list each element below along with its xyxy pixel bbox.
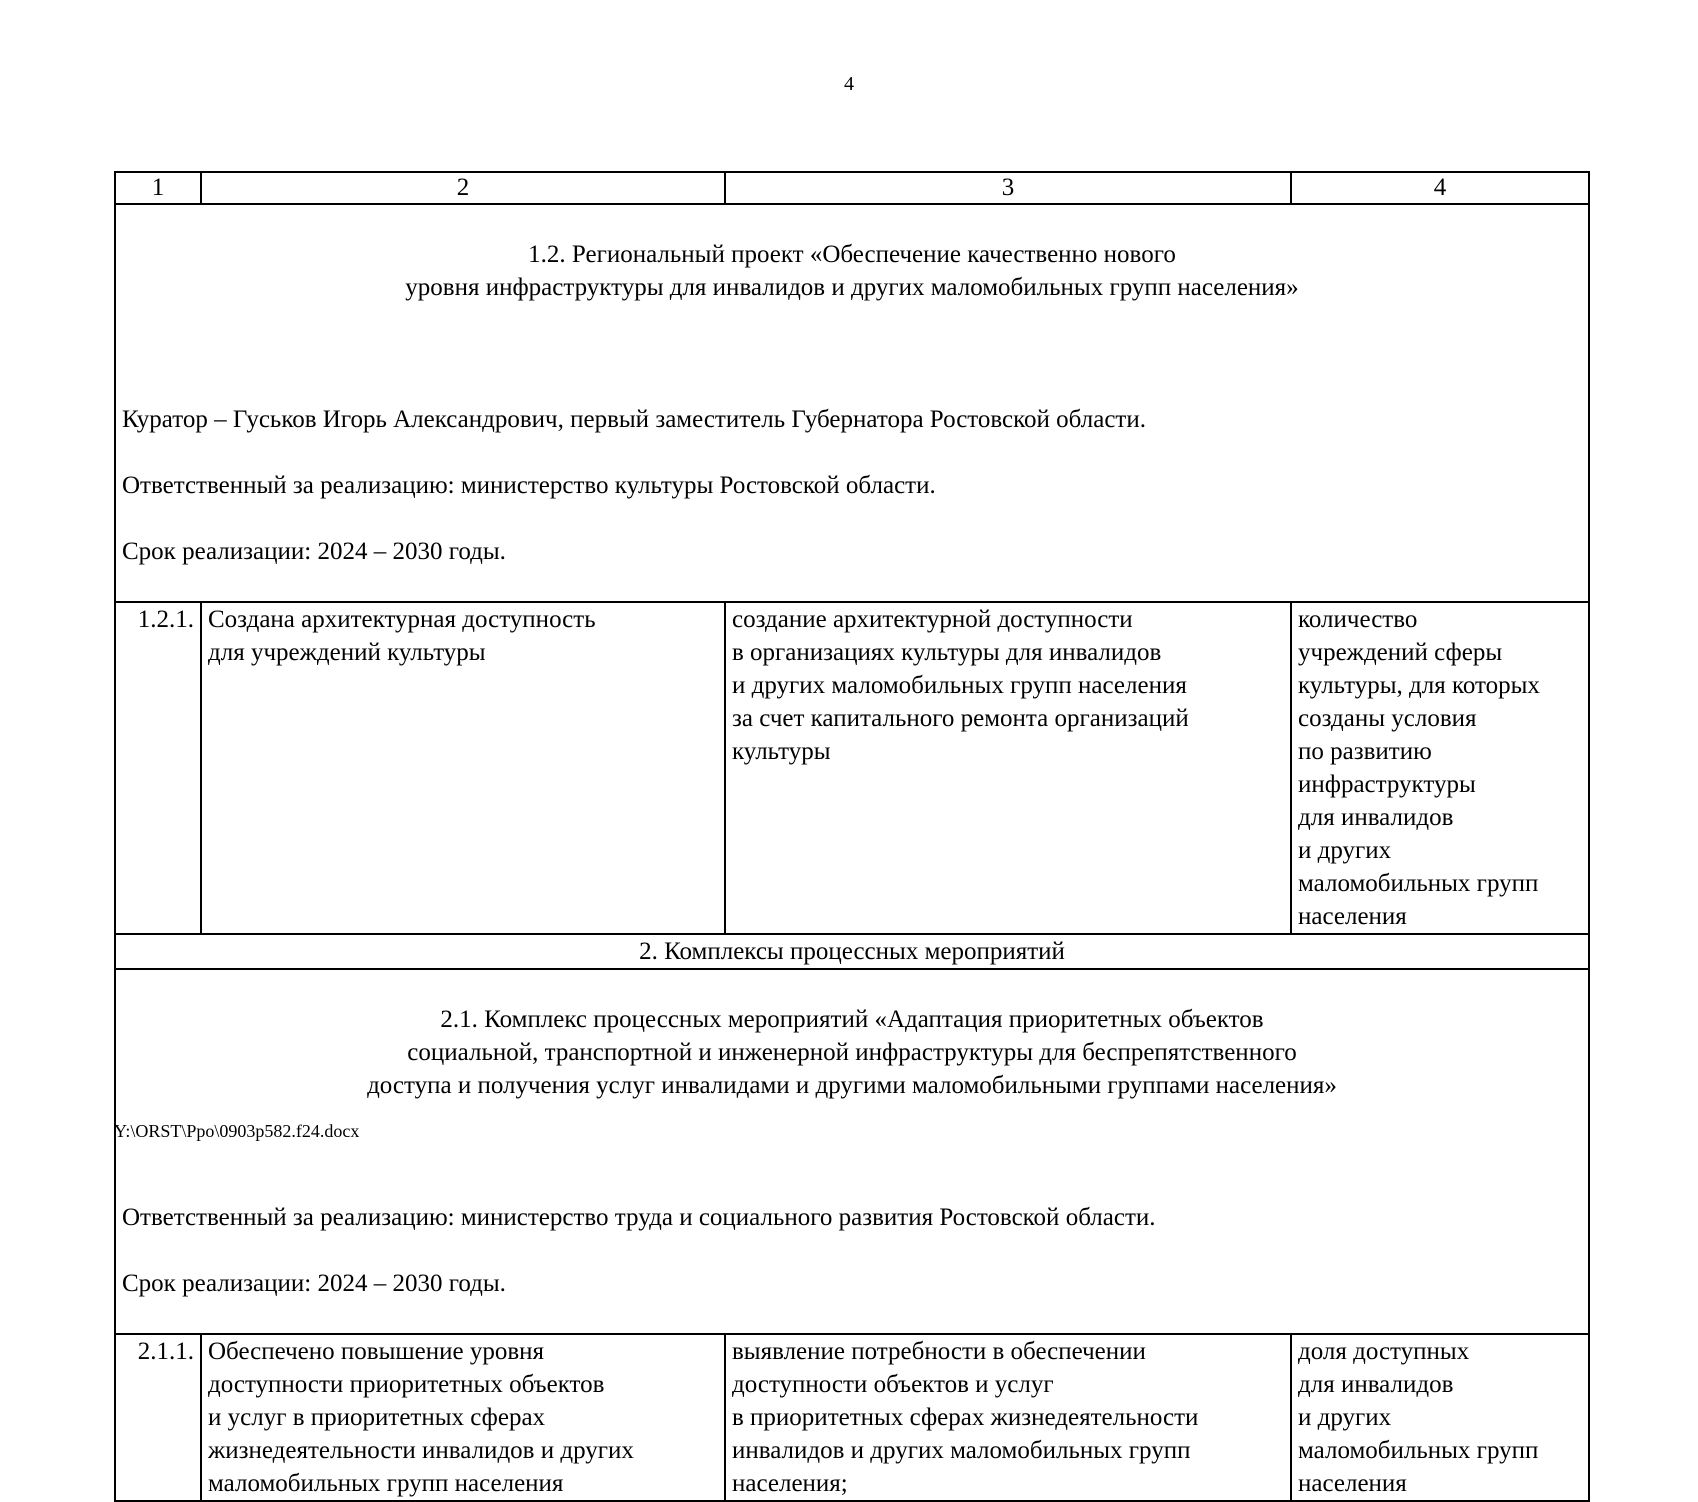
page-number: 4 <box>844 73 854 95</box>
description-cell: выявление потребности в обеспечении доступности объектов и услуг в приоритетных сферах жизнедеятельности инвалидов и других маломобильных групп населения; <box>725 1334 1291 1501</box>
section-title-2-1: 2.1. Комплекс процессных мероприятий «Адаптация приоритетных объектов социальной, транспортной и инженерной инфраструктуры для беспрепятственного доступа и получения услуг инвалидами и другими маломобильными группами населения» <box>367 1006 1337 1099</box>
section-row-2-1 <box>115 969 1589 1334</box>
section-term-1-2: Срок реализации: 2024 – 2030 годы. <box>122 538 506 565</box>
description-cell: создание архитектурной доступности в организациях культуры для инвалидов и других маломобильных групп населения за счет капитального ремонта организаций культуры <box>725 602 1291 934</box>
table-row-2-1-1 <box>115 1334 1589 1501</box>
section-curator-1-2: Куратор – Гуськов Игорь Александрович, первый заместитель Губернатора Ростовской области. <box>122 406 1146 433</box>
program-table <box>114 171 1590 1502</box>
section-cell-1-2 <box>115 204 1589 602</box>
section-responsible-1-2: Ответственный за реализацию: министерство культуры Ростовской области. <box>122 472 936 499</box>
result-cell: Создана архитектурная доступность для учреждений культуры <box>201 602 725 934</box>
result-cell: Обеспечено повышение уровня доступности приоритетных объектов и услуг в приоритетных сферах жизнедеятельности инвалидов и других маломобильных групп населения <box>201 1334 725 1501</box>
column-header-4: 4 <box>1291 172 1589 204</box>
indicator-cell: доля доступных для инвалидов и других маломобильных групп населения <box>1291 1334 1589 1501</box>
column-header-1: 1 <box>115 172 201 204</box>
table-row-1-2-1 <box>115 602 1589 934</box>
section-row-2 <box>115 934 1589 969</box>
indicator-cell: количество учреждений сферы культуры, для которых созданы условия по развитию инфраструктуры для инвалидов и других маломобильных групп населения <box>1291 602 1589 934</box>
footer-file-path: Y:\ORST\Ppo\0903p582.f24.docx <box>114 1121 360 1141</box>
column-header-2: 2 <box>201 172 725 204</box>
column-header-row <box>115 172 1589 204</box>
section-title-1-2: 1.2. Региональный проект «Обеспечение качественно нового уровня инфраструктуры для инвалидов и других маломобильных групп населения» <box>405 241 1299 301</box>
row-number: 1.2.1. <box>115 602 201 934</box>
section-responsible-2-1: Ответственный за реализацию: министерство труда и социального развития Ростовской области. <box>122 1204 1156 1231</box>
row-number: 2.1.1. <box>115 1334 201 1501</box>
section-row-1-2 <box>115 204 1589 602</box>
section-term-2-1: Срок реализации: 2024 – 2030 годы. <box>122 1270 506 1297</box>
column-header-3: 3 <box>725 172 1291 204</box>
section-title-2: 2. Комплексы процессных мероприятий <box>115 934 1589 969</box>
section-cell-2-1 <box>115 969 1589 1334</box>
